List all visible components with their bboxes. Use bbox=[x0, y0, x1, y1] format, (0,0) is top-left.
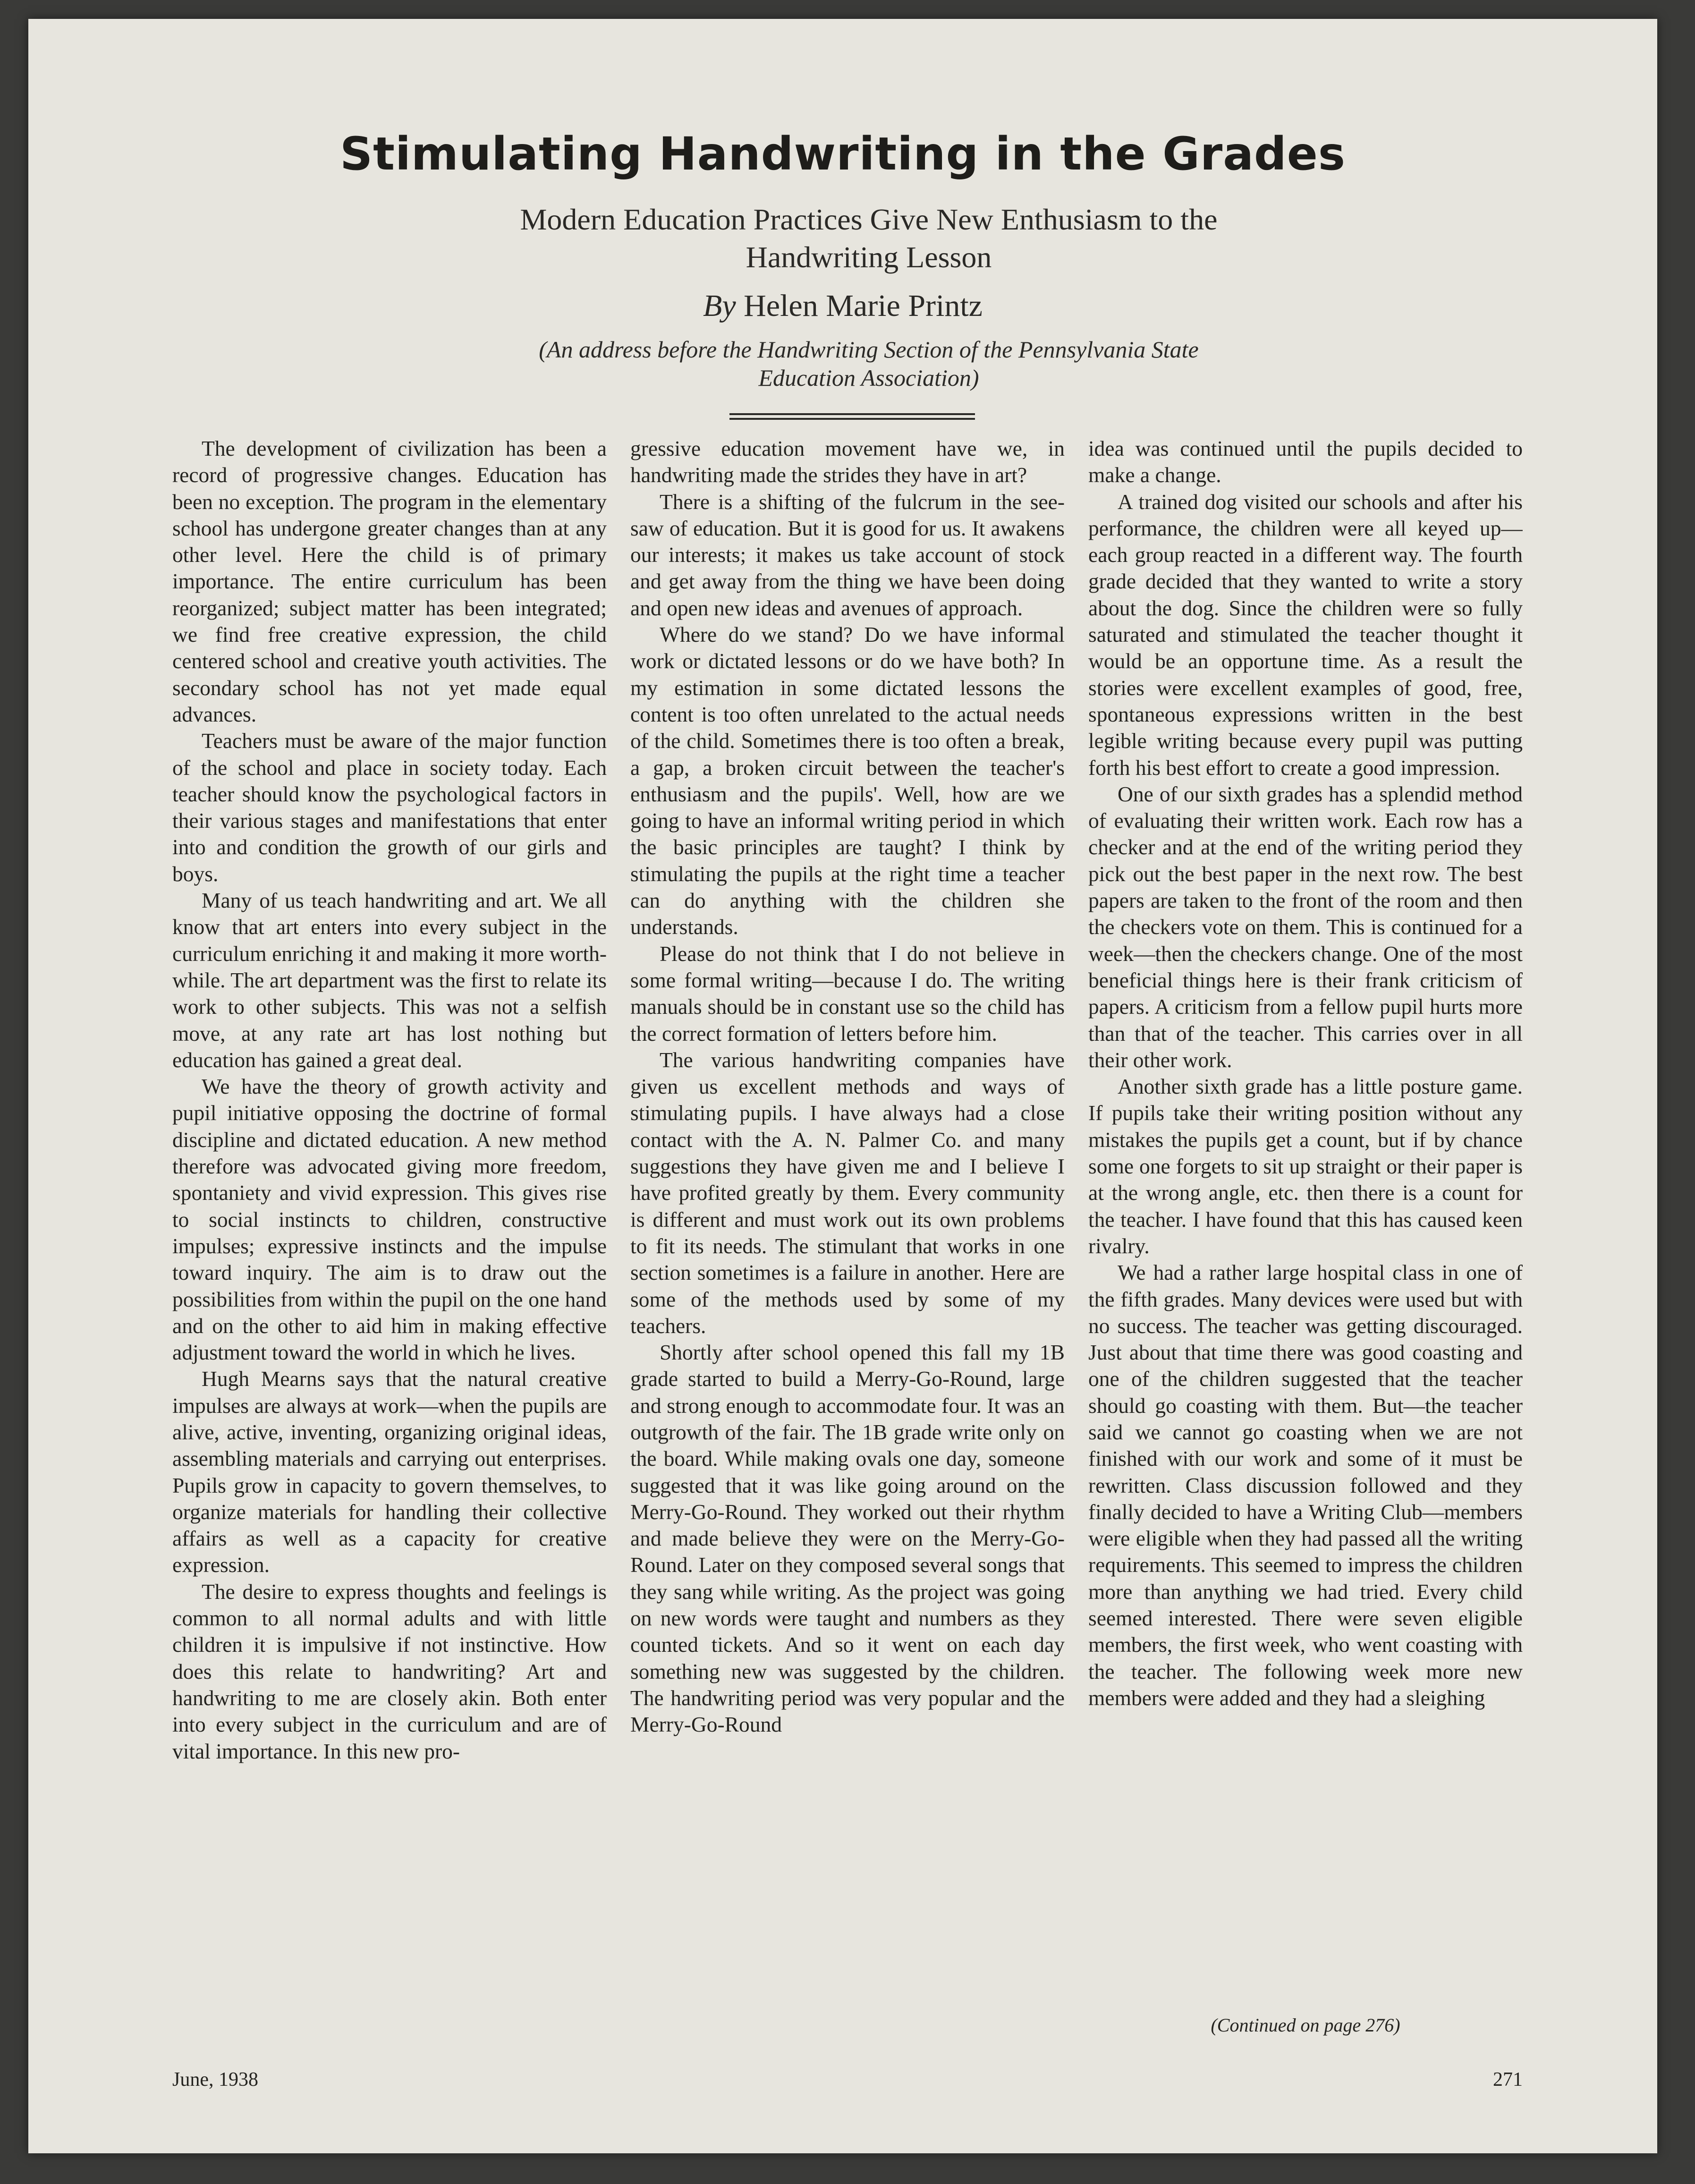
paragraph: gressive education movement have we, in handwriting made the strides they have in art? bbox=[630, 436, 1065, 487]
paragraph: Hugh Mearns says that the natural creative impulses are always at work—when the pupils are alive, active, inventing, organizing original ideas, assembling materials and carrying out enterprises. Pupils grow in capacity to govern themselves, to organize materials for handling their collective affairs as well as a capacity for creative expression. bbox=[172, 1367, 607, 1577]
title-divider-top bbox=[729, 413, 975, 415]
text-column-1 bbox=[172, 435, 607, 2050]
magazine-page bbox=[28, 19, 1657, 2153]
continued-note: (Continued on page 276) bbox=[1211, 2014, 1400, 2036]
paragraph: idea was continued until the pupils decided to make a change. bbox=[1088, 436, 1523, 487]
paragraph: The various handwriting companies have given us excellent methods and ways of stimulating pupils. I have always had a close contact with the A. N. Palmer Co. and many suggestions they have given me and I believe I have profited greatly by them. Every community is different and must work out its own problems to fit its needs. The stimulant that works in one section sometimes is a failure in another. Here are some of the methods used by some of my teachers. bbox=[630, 1047, 1065, 1338]
page-number: 271 bbox=[1493, 2069, 1523, 2091]
text-column-2 bbox=[630, 435, 1065, 2050]
paragraph: Another sixth grade has a little posture game. If pupils take their writing position without any mistakes the pupils get a count, but if by chance some one forgets to sit up straight or their paper is at the wrong angle, etc. then there is a count for the teacher. I have found that this has caused keen rivalry. bbox=[1088, 1074, 1523, 1258]
paragraph: There is a shifting of the fulcrum in the see-saw of education. But it is good for us. It awakens our interests; it makes us take account of stock and get away from the thing we have been doing and open new ideas and avenues of approach. bbox=[630, 489, 1065, 620]
issue-date: June, 1938 bbox=[172, 2069, 258, 2091]
paragraph: A trained dog visited our schools and after his performance, the children were all keyed up—each group reacted in a different way. The fourth grade decided that they wanted to write a story about the dog. Since the children were so fully saturated and stimulated the teacher thought it would be an opportune time. As a result the stories were excellent examples of good, free, spontaneous expressions written in the best legible writing because every pupil was putting forth his best effort to create a good impression. bbox=[1088, 489, 1523, 780]
article-subtitle: Modern Education Practices Give New Enthusiasm to the Handwriting Lesson bbox=[520, 203, 1218, 274]
paragraph: Please do not think that I do not believe in some formal writing—because I do. The writing manuals should be in constant use so the child has the correct formation of letters before him. bbox=[630, 941, 1065, 1045]
paragraph: Teachers must be aware of the major function of the school and place in society today. Each teacher should know the psychological factors in their various stages and manifestations that enter into and condition the growth of our girls and boys. bbox=[172, 729, 607, 886]
paragraph: Shortly after school opened this fall my 1B grade started to build a Merry-Go-Round, large and strong enough to accommodate four. It was an outgrowth of the fair. The 1B grade write only on the board. While making ovals one day, someone suggested that it was like going around on the Merry-Go-Round. They worked out their rhythm and made believe they were on the Merry-Go-Round. Later on they composed several songs that they sang while writing. As the project was going on new words were taught and numbers as they counted tickets. And so it went on each day something new was suggested by the children. The handwriting period was very popular and the Merry-Go-Round bbox=[630, 1340, 1065, 1737]
paragraph: The development of civilization has been a record of progressive changes. Education has been no exception. The program in the elementary school has undergone greater changes than at any other level. Here the child is of primary importance. The entire curriculum has been reorganized; subject matter has been integrated; we find free creative expression, the child centered school and creative youth activities. The secondary school has not yet made equal advances. bbox=[172, 436, 607, 726]
paragraph: We had a rather large hospital class in one of the fifth grades. Many devices were used but with no success. The teacher was getting discouraged. Just about that time there was good coasting and one of the children suggested that the teacher should go coasting with them. But—the teacher said we cannot go coasting when we are not finished with our work and some of it must be rewritten. Class discussion followed and they finally decided to have a Writing Club—members were eligible when they had passed all the writing requirements. This seemed to impress the children more than anything we had tried. Every child seemed interested. There were seven eligible members, the first week, who went coasting with the teacher. The following week more new members were added and they had a sleighing bbox=[1088, 1260, 1523, 1710]
address-note: (An address before the Handwriting Section of the Pennsylvania State Education Association) bbox=[539, 336, 1199, 391]
paragraph: Many of us teach handwriting and art. We all know that art enters into every subject in the curriculum enriching it and making it more worth-while. The art department was the first to relate its work to other subjects. This was not a selfish move, at any rate art has lost nothing but education has gained a great deal. bbox=[172, 888, 607, 1072]
text-column-3 bbox=[1088, 435, 1523, 2050]
byline-prefix: By bbox=[703, 289, 736, 323]
paragraph: The desire to express thoughts and feelings is common to all normal adults and with little children it is impulsive if not instinctive. How does this relate to handwriting? Art and handwriting to me are closely akin. Both enter into every subject in the curriculum and are of vital importance. In this new pro- bbox=[172, 1579, 607, 1763]
paragraph: One of our sixth grades has a splendid method of evaluating their written work. Each row has a checker and at the end of the writing period they pick out the best paper in the next row. The best papers are taken to the front of the room and then the checkers vote on them. This is continued for a week—then the checkers change. One of the most beneficial things here is their frank criticism of papers. A criticism from a fellow pupil hurts more than that of the teacher. This carries over in all their other work. bbox=[1088, 782, 1523, 1072]
title-divider-bottom bbox=[729, 418, 975, 420]
paragraph: We have the theory of growth activity and pupil initiative opposing the doctrine of formal discipline and dictated education. A new method therefore was advocated giving more freedom, spontaniety and vivid expression. This gives rise to social instincts to children, constructive impulses; expressive instincts and the impulse toward inquiry. The aim is to draw out the possibilities from within the pupil on the one hand and on the other to aid him in making effective adjustment toward the world in which he lives. bbox=[172, 1074, 607, 1365]
paragraph: Where do we stand? Do we have informal work or dictated lessons or do we have both? In my estimation in some dictated lessons the content is too often unrelated to the actual needs of the child. Sometimes there is too often a break, a gap, a broken circuit between the teacher's enthusiasm and the pupils'. Well, how are we going to have an informal writing period in which the basic principles are taught? I think by stimulating the pupils at the right time a teacher can do anything with the children she understands. bbox=[630, 622, 1065, 939]
author-name: Helen Marie Printz bbox=[744, 289, 983, 323]
article-title: Stimulating Handwriting in the Grades bbox=[339, 127, 1346, 180]
byline bbox=[28, 288, 1657, 324]
